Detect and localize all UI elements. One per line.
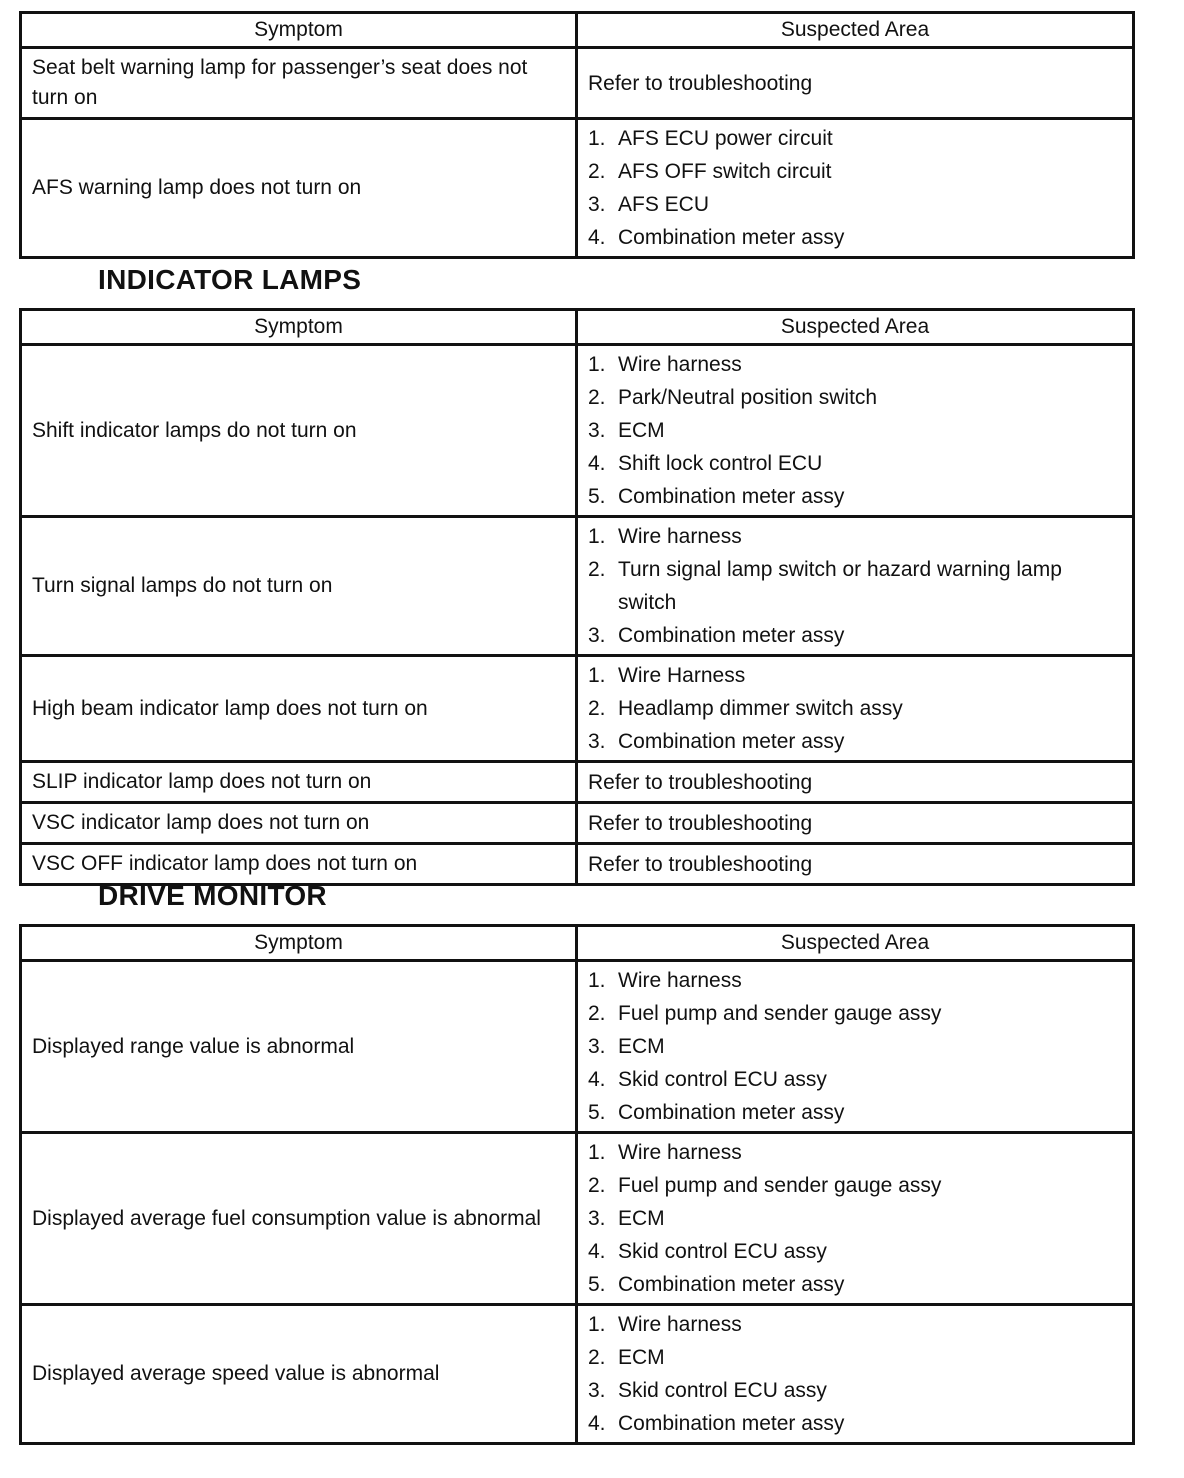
symptom-cell: VSC indicator lamp does not turn on <box>21 803 577 844</box>
list-item-text: ECM <box>618 419 665 442</box>
list-item <box>588 381 1122 414</box>
suspected-area-cell <box>577 345 1134 517</box>
list-item <box>588 1096 1122 1129</box>
symptom-cell: Seat belt warning lamp for passenger’s seat does not turn on <box>21 48 577 119</box>
list-item-number: 2. <box>588 1002 606 1025</box>
list-item-number: 1. <box>588 1141 606 1164</box>
list-item-number: 1. <box>588 1313 606 1336</box>
list-item-number: 2. <box>588 1174 606 1197</box>
list-item-text: Wire harness <box>618 969 742 992</box>
list-item <box>588 221 1122 254</box>
list-item-text: ECM <box>618 1035 665 1058</box>
list-item-number: 5. <box>588 1101 606 1124</box>
suspected-area-cell <box>577 119 1134 258</box>
table-row <box>21 517 1134 656</box>
table-row <box>21 1305 1134 1444</box>
list-item-text: Wire harness <box>618 525 742 548</box>
list-item-number: 1. <box>588 525 606 548</box>
suspected-area-list <box>588 348 1122 513</box>
suspected-area-column-header: Suspected Area <box>577 926 1134 961</box>
list-item-number: 3. <box>588 730 606 753</box>
table-row <box>21 345 1134 517</box>
list-item <box>588 997 1122 1030</box>
list-item-text: Fuel pump and sender gauge assy <box>618 1174 942 1197</box>
list-item-text: Wire harness <box>618 1313 742 1336</box>
table-row <box>21 656 1134 762</box>
list-item <box>588 964 1122 997</box>
symptom-cell: Turn signal lamps do not turn on <box>21 517 577 656</box>
list-item <box>588 725 1122 758</box>
table-header-row <box>21 926 1134 961</box>
indicator-lamps-table <box>19 308 1135 886</box>
symptom-cell: Displayed average speed value is abnormal <box>21 1305 577 1444</box>
list-item-text: Combination meter assy <box>618 1273 845 1296</box>
list-item <box>588 553 1122 619</box>
list-item <box>588 447 1122 480</box>
list-item-number: 5. <box>588 485 606 508</box>
suspected-area-cell <box>577 1133 1134 1305</box>
suspected-area-list <box>588 1308 1122 1440</box>
list-item-text: ECM <box>618 1346 665 1369</box>
table-row <box>21 48 1134 119</box>
symptom-cell: Shift indicator lamps do not turn on <box>21 345 577 517</box>
table-header-row <box>21 310 1134 345</box>
list-item-text: ECM <box>618 1207 665 1230</box>
suspected-area-cell <box>577 656 1134 762</box>
suspected-area-cell <box>577 517 1134 656</box>
list-item-number: 4. <box>588 452 606 475</box>
list-item <box>588 1169 1122 1202</box>
suspected-area-cell: Refer to troubleshooting <box>577 48 1134 119</box>
symptom-cell: AFS warning lamp does not turn on <box>21 119 577 258</box>
list-item <box>588 1030 1122 1063</box>
list-item-text: Skid control ECU assy <box>618 1068 827 1091</box>
list-item <box>588 1374 1122 1407</box>
list-item-number: 2. <box>588 558 606 581</box>
list-item <box>588 1268 1122 1301</box>
suspected-area-cell <box>577 961 1134 1133</box>
symptom-cell: Displayed range value is abnormal <box>21 961 577 1133</box>
drive-monitor-table <box>19 924 1135 1445</box>
list-item <box>588 1235 1122 1268</box>
list-item-number: 3. <box>588 419 606 442</box>
list-item <box>588 1202 1122 1235</box>
suspected-area-list <box>588 1136 1122 1301</box>
table-header-row <box>21 13 1134 48</box>
list-item-text: Combination meter assy <box>618 1101 845 1124</box>
list-item-number: 4. <box>588 1412 606 1435</box>
list-item-number: 1. <box>588 127 606 150</box>
list-item-text: Skid control ECU assy <box>618 1240 827 1263</box>
list-item-text: Combination meter assy <box>618 226 845 249</box>
list-item <box>588 480 1122 513</box>
list-item-number: 3. <box>588 193 606 216</box>
list-item <box>588 1341 1122 1374</box>
list-item-text: Fuel pump and sender gauge assy <box>618 1002 942 1025</box>
drive-monitor-heading: DRIVE MONITOR <box>98 880 327 911</box>
list-item <box>588 1308 1122 1341</box>
list-item <box>588 155 1122 188</box>
list-item-text: Skid control ECU assy <box>618 1379 827 1402</box>
list-item-number: 3. <box>588 624 606 647</box>
symptom-cell: VSC OFF indicator lamp does not turn on <box>21 844 577 885</box>
list-item <box>588 1407 1122 1440</box>
suspected-area-list <box>588 520 1122 652</box>
list-item-text: Wire harness <box>618 353 742 376</box>
list-item-number: 3. <box>588 1207 606 1230</box>
symptom-column-header: Symptom <box>21 926 577 961</box>
list-item-number: 1. <box>588 969 606 992</box>
warning-lamps-table <box>19 11 1135 259</box>
indicator-lamps-heading: INDICATOR LAMPS <box>98 264 362 295</box>
list-item <box>588 1136 1122 1169</box>
list-item-text: Headlamp dimmer switch assy <box>618 697 903 720</box>
list-item <box>588 659 1122 692</box>
suspected-area-cell: Refer to troubleshooting <box>577 844 1134 885</box>
list-item-text: Wire Harness <box>618 664 746 687</box>
suspected-area-cell <box>577 1305 1134 1444</box>
list-item-text: Combination meter assy <box>618 730 845 753</box>
table-row <box>21 803 1134 844</box>
list-item-text: Combination meter assy <box>618 485 845 508</box>
list-item <box>588 188 1122 221</box>
list-item-text: Wire harness <box>618 1141 742 1164</box>
list-item-text: AFS ECU power circuit <box>618 127 833 150</box>
table-row <box>21 1133 1134 1305</box>
list-item-text: Shift lock control ECU <box>618 452 823 475</box>
list-item-text: AFS ECU <box>618 193 710 216</box>
list-item-number: 2. <box>588 697 606 720</box>
table-row <box>21 961 1134 1133</box>
list-item <box>588 1063 1122 1096</box>
list-item-number: 3. <box>588 1379 606 1402</box>
list-item-text: Turn signal lamp switch or hazard warning lamp switch <box>618 558 1062 614</box>
list-item-number: 4. <box>588 226 606 249</box>
list-item <box>588 348 1122 381</box>
list-item-number: 4. <box>588 1240 606 1263</box>
list-item <box>588 520 1122 553</box>
list-item-text: Combination meter assy <box>618 624 845 647</box>
symptom-cell: Displayed average fuel consumption value is abnormal <box>21 1133 577 1305</box>
symptom-cell: SLIP indicator lamp does not turn on <box>21 762 577 803</box>
list-item-number: 5. <box>588 1273 606 1296</box>
symptom-cell: High beam indicator lamp does not turn on <box>21 656 577 762</box>
suspected-area-column-header: Suspected Area <box>577 13 1134 48</box>
list-item-number: 2. <box>588 1346 606 1369</box>
list-item-number: 1. <box>588 353 606 376</box>
suspected-area-cell: Refer to troubleshooting <box>577 762 1134 803</box>
list-item-text: Park/Neutral position switch <box>618 386 878 409</box>
list-item-number: 1. <box>588 664 606 687</box>
list-item-number: 3. <box>588 1035 606 1058</box>
list-item-number: 2. <box>588 160 606 183</box>
list-item-number: 2. <box>588 386 606 409</box>
list-item <box>588 122 1122 155</box>
list-item-number: 4. <box>588 1068 606 1091</box>
list-item-text: AFS OFF switch circuit <box>618 160 832 183</box>
list-item <box>588 692 1122 725</box>
table-row <box>21 119 1134 258</box>
table-row <box>21 762 1134 803</box>
list-item <box>588 619 1122 652</box>
suspected-area-cell: Refer to troubleshooting <box>577 803 1134 844</box>
suspected-area-column-header: Suspected Area <box>577 310 1134 345</box>
suspected-area-list <box>588 964 1122 1129</box>
list-item-text: Combination meter assy <box>618 1412 845 1435</box>
suspected-area-list <box>588 122 1122 254</box>
symptom-column-header: Symptom <box>21 13 577 48</box>
list-item <box>588 414 1122 447</box>
suspected-area-list <box>588 659 1122 758</box>
symptom-column-header: Symptom <box>21 310 577 345</box>
